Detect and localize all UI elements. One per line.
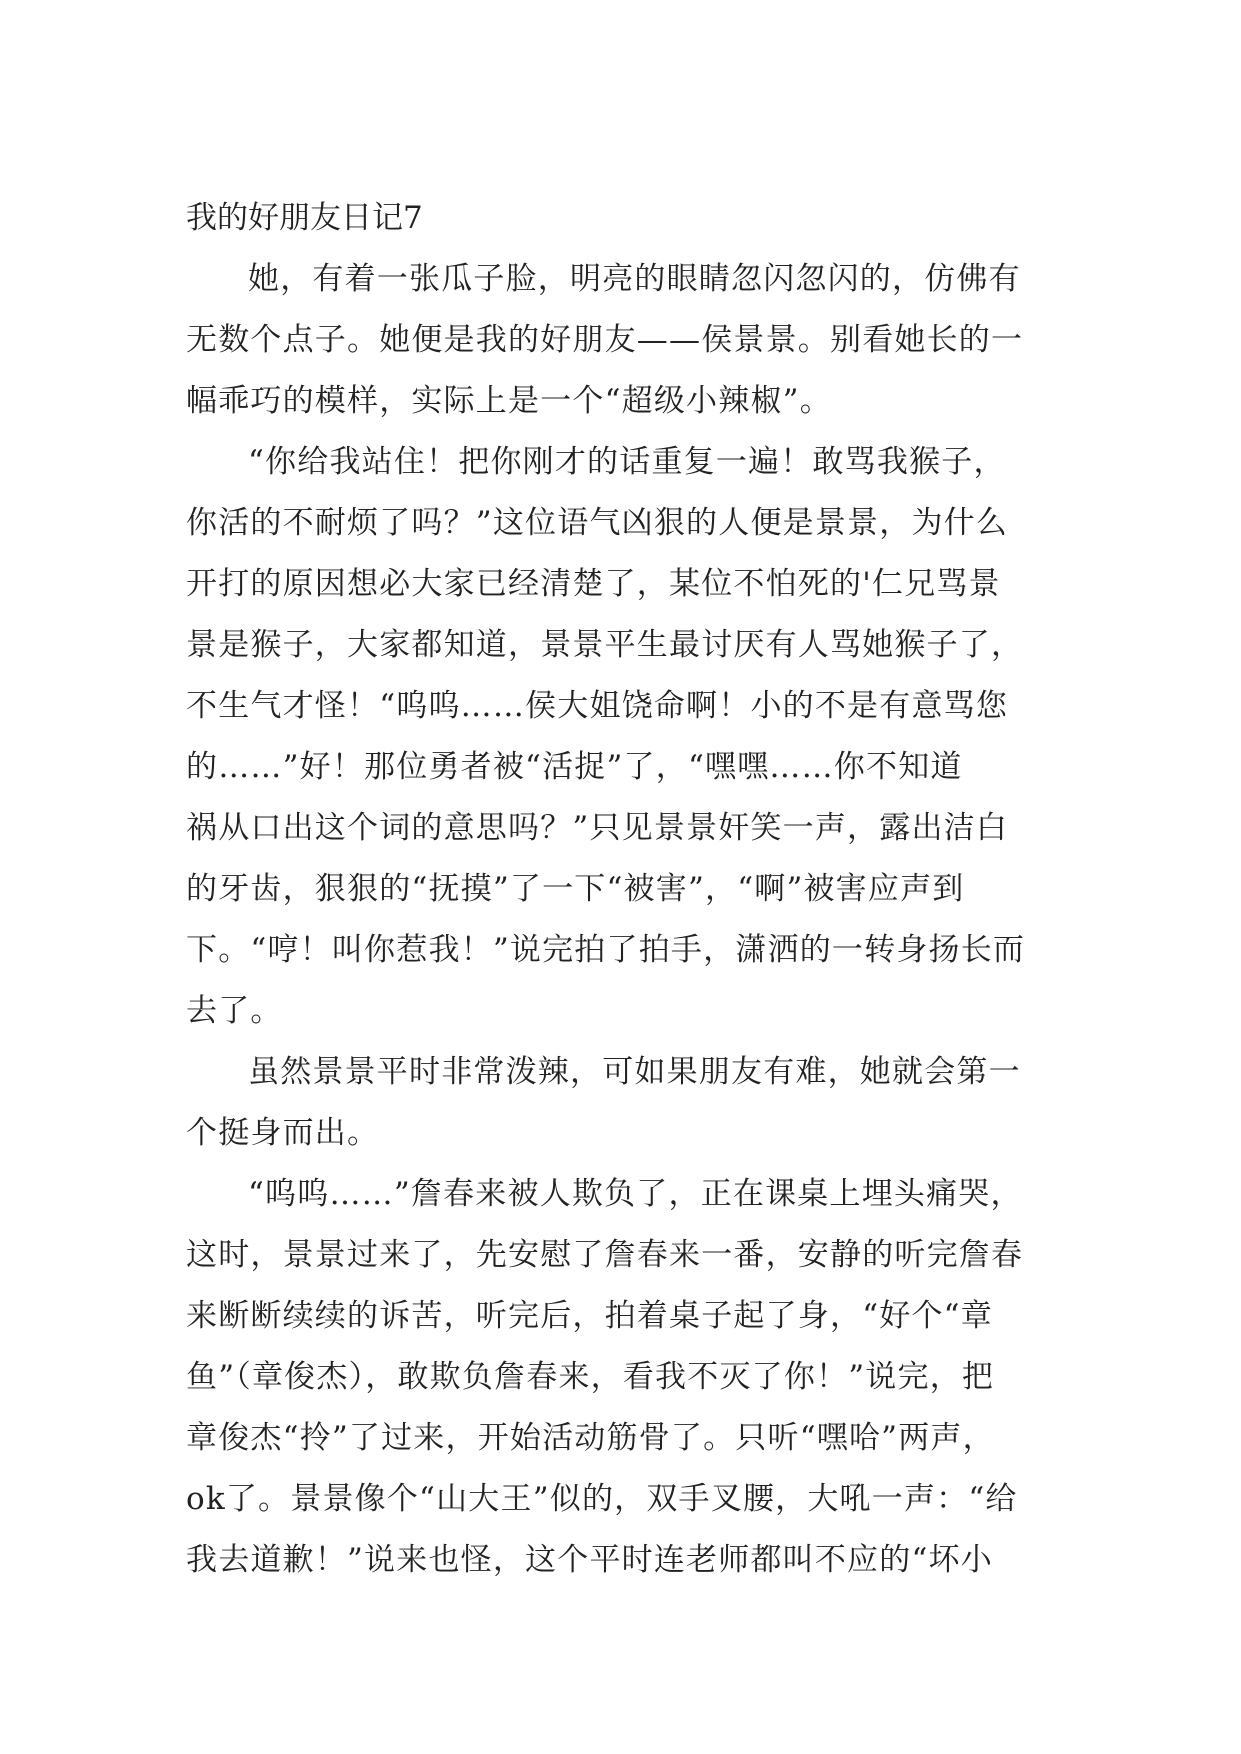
paragraph-line: 这时，景景过来了，先安慰了詹春来一番，安静的听完詹春: [186, 1237, 1024, 1273]
paragraph-line: ok了。景景像个“山大王”似的，双手叉腰，大吼一声：“给: [186, 1481, 1018, 1517]
paragraph-line: 下。“哼！叫你惹我！”说完拍了拍手，潇洒的一转身扬长而: [186, 932, 1026, 968]
paragraph-line: 景是猴子，大家都知道，景景平生最讨厌有人骂她猴子了，: [186, 627, 1024, 663]
paragraph-line: 幅乖巧的模样，实际上是一个“超级小辣椒”。: [186, 383, 832, 419]
paragraph-line: 个挺身而出。: [186, 1115, 380, 1151]
paragraph-line: “你给我站住！把你刚才的话重复一遍！敢骂我猴子，: [248, 444, 1006, 480]
paragraph-4: [186, 1164, 1056, 1591]
paragraph-line: 她，有着一张瓜子脸，明亮的眼睛忽闪忽闪的，仿佛有: [248, 261, 1021, 297]
paragraph-line: 的……”好！那位勇者被“活捉”了，“嘿嘿……你不知道: [186, 749, 963, 785]
paragraph-line: 不生气才怪！“呜呜……侯大姐饶命啊！小的不是有意骂您: [186, 688, 1009, 724]
paragraph-2: [186, 432, 1056, 1042]
paragraph-line: 章俊杰“拎”了过来，开始活动筋骨了。只听“嘿哈”两声，: [186, 1420, 995, 1456]
paragraph-3: [186, 1042, 1056, 1164]
paragraph-line: “呜呜……”詹春来被人欺负了，正在课桌上埋头痛哭，: [248, 1176, 1023, 1212]
document-title: 我的好朋友日记7: [186, 200, 423, 236]
paragraph-line: 去了。: [186, 993, 283, 1029]
paragraph-line: 鱼”（章俊杰），敢欺负詹春来，看我不灭了你！”说完，把: [186, 1359, 995, 1395]
paragraph-line: 祸从口出这个词的意思吗？”只见景景奸笑一声，露出洁白: [186, 810, 1009, 846]
paragraph-line: 的牙齿，狠狠的“抚摸”了一下“被害”，“啊”被害应声到: [186, 871, 965, 907]
paragraph-line: 无数个点子。她便是我的好朋友——侯景景。别看她长的一: [186, 322, 1024, 358]
paragraph-1: [186, 249, 1056, 432]
paragraph-line: 开打的原因想必大家已经清楚了，某位不怕死的'仁兄骂景: [186, 566, 1001, 602]
paragraph-line: 我去道歉！”说来也怪，这个平时连老师都叫不应的“坏小: [186, 1542, 993, 1578]
document-body: [186, 188, 1056, 1591]
paragraph-line: 你活的不耐烦了吗？”这位语气凶狠的人便是景景，为什么: [186, 505, 1009, 541]
paragraph-line: 来断断续续的诉苦，听完后，拍着桌子起了身，“好个“章: [186, 1298, 993, 1334]
paragraph-line: 虽然景景平时非常泼辣，可如果朋友有难，她就会第一: [248, 1054, 1021, 1090]
